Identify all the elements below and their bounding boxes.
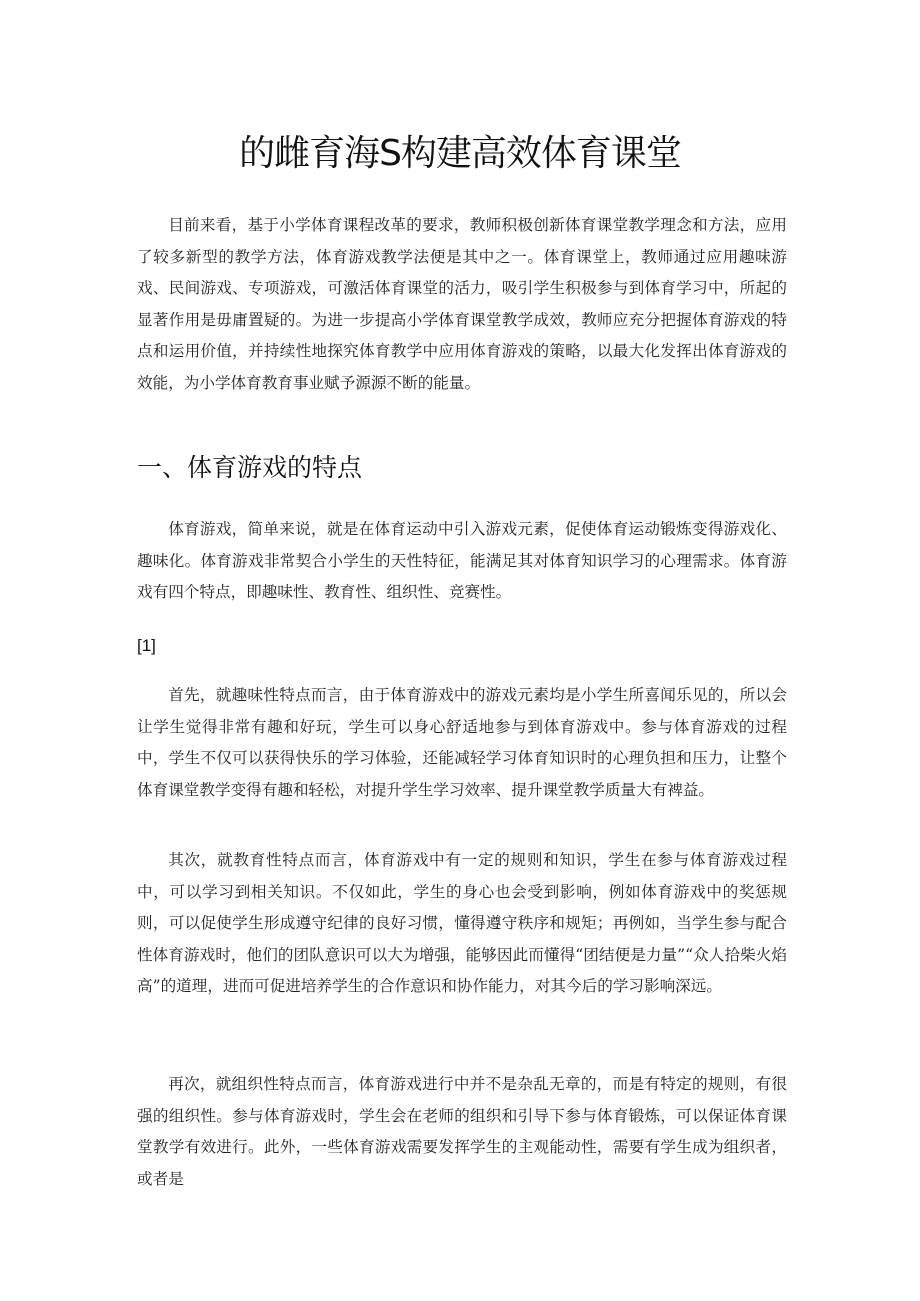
section1-paragraph-3: 其次，就教育性特点而言，体育游戏中有一定的规则和知识，学生在参与体育游戏过程中，可以学习到相关知识。不仅如此，学生的身心也会受到影响，例如体育游戏中的奖惩规则，可以促使学生形成遵守纪律的良好习惯，懂得遵守秩序和规矩；再例如，当学生参与配合性体育游戏时，他们的团队意识可以大为增强，能够因此而懂得“团结便是力量”“众人拾柴火焰高”的道理，进而可促进培养学生的合作意识和协作能力，对其今后的学习影响深远。: [137, 851, 787, 995]
intro-paragraph: 目前来看，基于小学体育课程改革的要求，教师积极创新体育课堂教学理念和方法，应用了较多新型的教学方法，体育游戏教学法便是其中之一。体育课堂上，教师通过应用趣味游戏、民间游戏、专项游戏，可激活体育课堂的活力，吸引学生积极参与到体育学习中，所起的显著作用是毋庸置疑的。为进一步提高小学体育课堂教学成效，教师应充分把握体育游戏的特点和运用价值，并持续性地探究体育教学中应用体育游戏的策略，以最大化发挥出体育游戏的效能，为小学体育教育事业赋予源源不断的能量。: [137, 216, 787, 392]
document-title: 的雌育海S构建高效体育课堂: [239, 133, 681, 174]
section1-paragraph-1: 体育游戏，简单来说，就是在体育运动中引入游戏元素，促使体育运动锻炼变得游戏化、趣味化。体育游戏非常契合小学生的天性特征，能满足其对体育知识学习的心理需求。体育游戏有四个特点，即趣味性、教育性、组织性、竞赛性。: [137, 520, 787, 601]
section1-paragraph-4: 再次，就组织性特点而言，体育游戏进行中并不是杂乱无章的，而是有特定的规则，有很强的组织性。参与体育游戏时，学生会在老师的组织和引导下参与体育锻炼，可以保证体育课堂教学有效进行。此外，一些体育游戏需要发挥学生的主观能动性，需要有学生成为组织者，或者是: [137, 1075, 787, 1188]
section-heading: 一、体育游戏的特点: [137, 453, 363, 482]
section1-paragraph-2: 首先，就趣味性特点而言，由于体育游戏中的游戏元素均是小学生所喜闻乐见的，所以会让学生觉得非常有趣和好玩，学生可以身心舒适地参与到体育游戏中。参与体育游戏的过程中，学生不仅可以获得快乐的学习体验，还能减轻学习体育知识时的心理负担和压力，让整个体育课堂教学变得有趣和轻松，对提升学生学习效率、提升课堂教学质量大有裨益。: [137, 686, 787, 799]
reference-marker: [1]: [137, 636, 156, 655]
